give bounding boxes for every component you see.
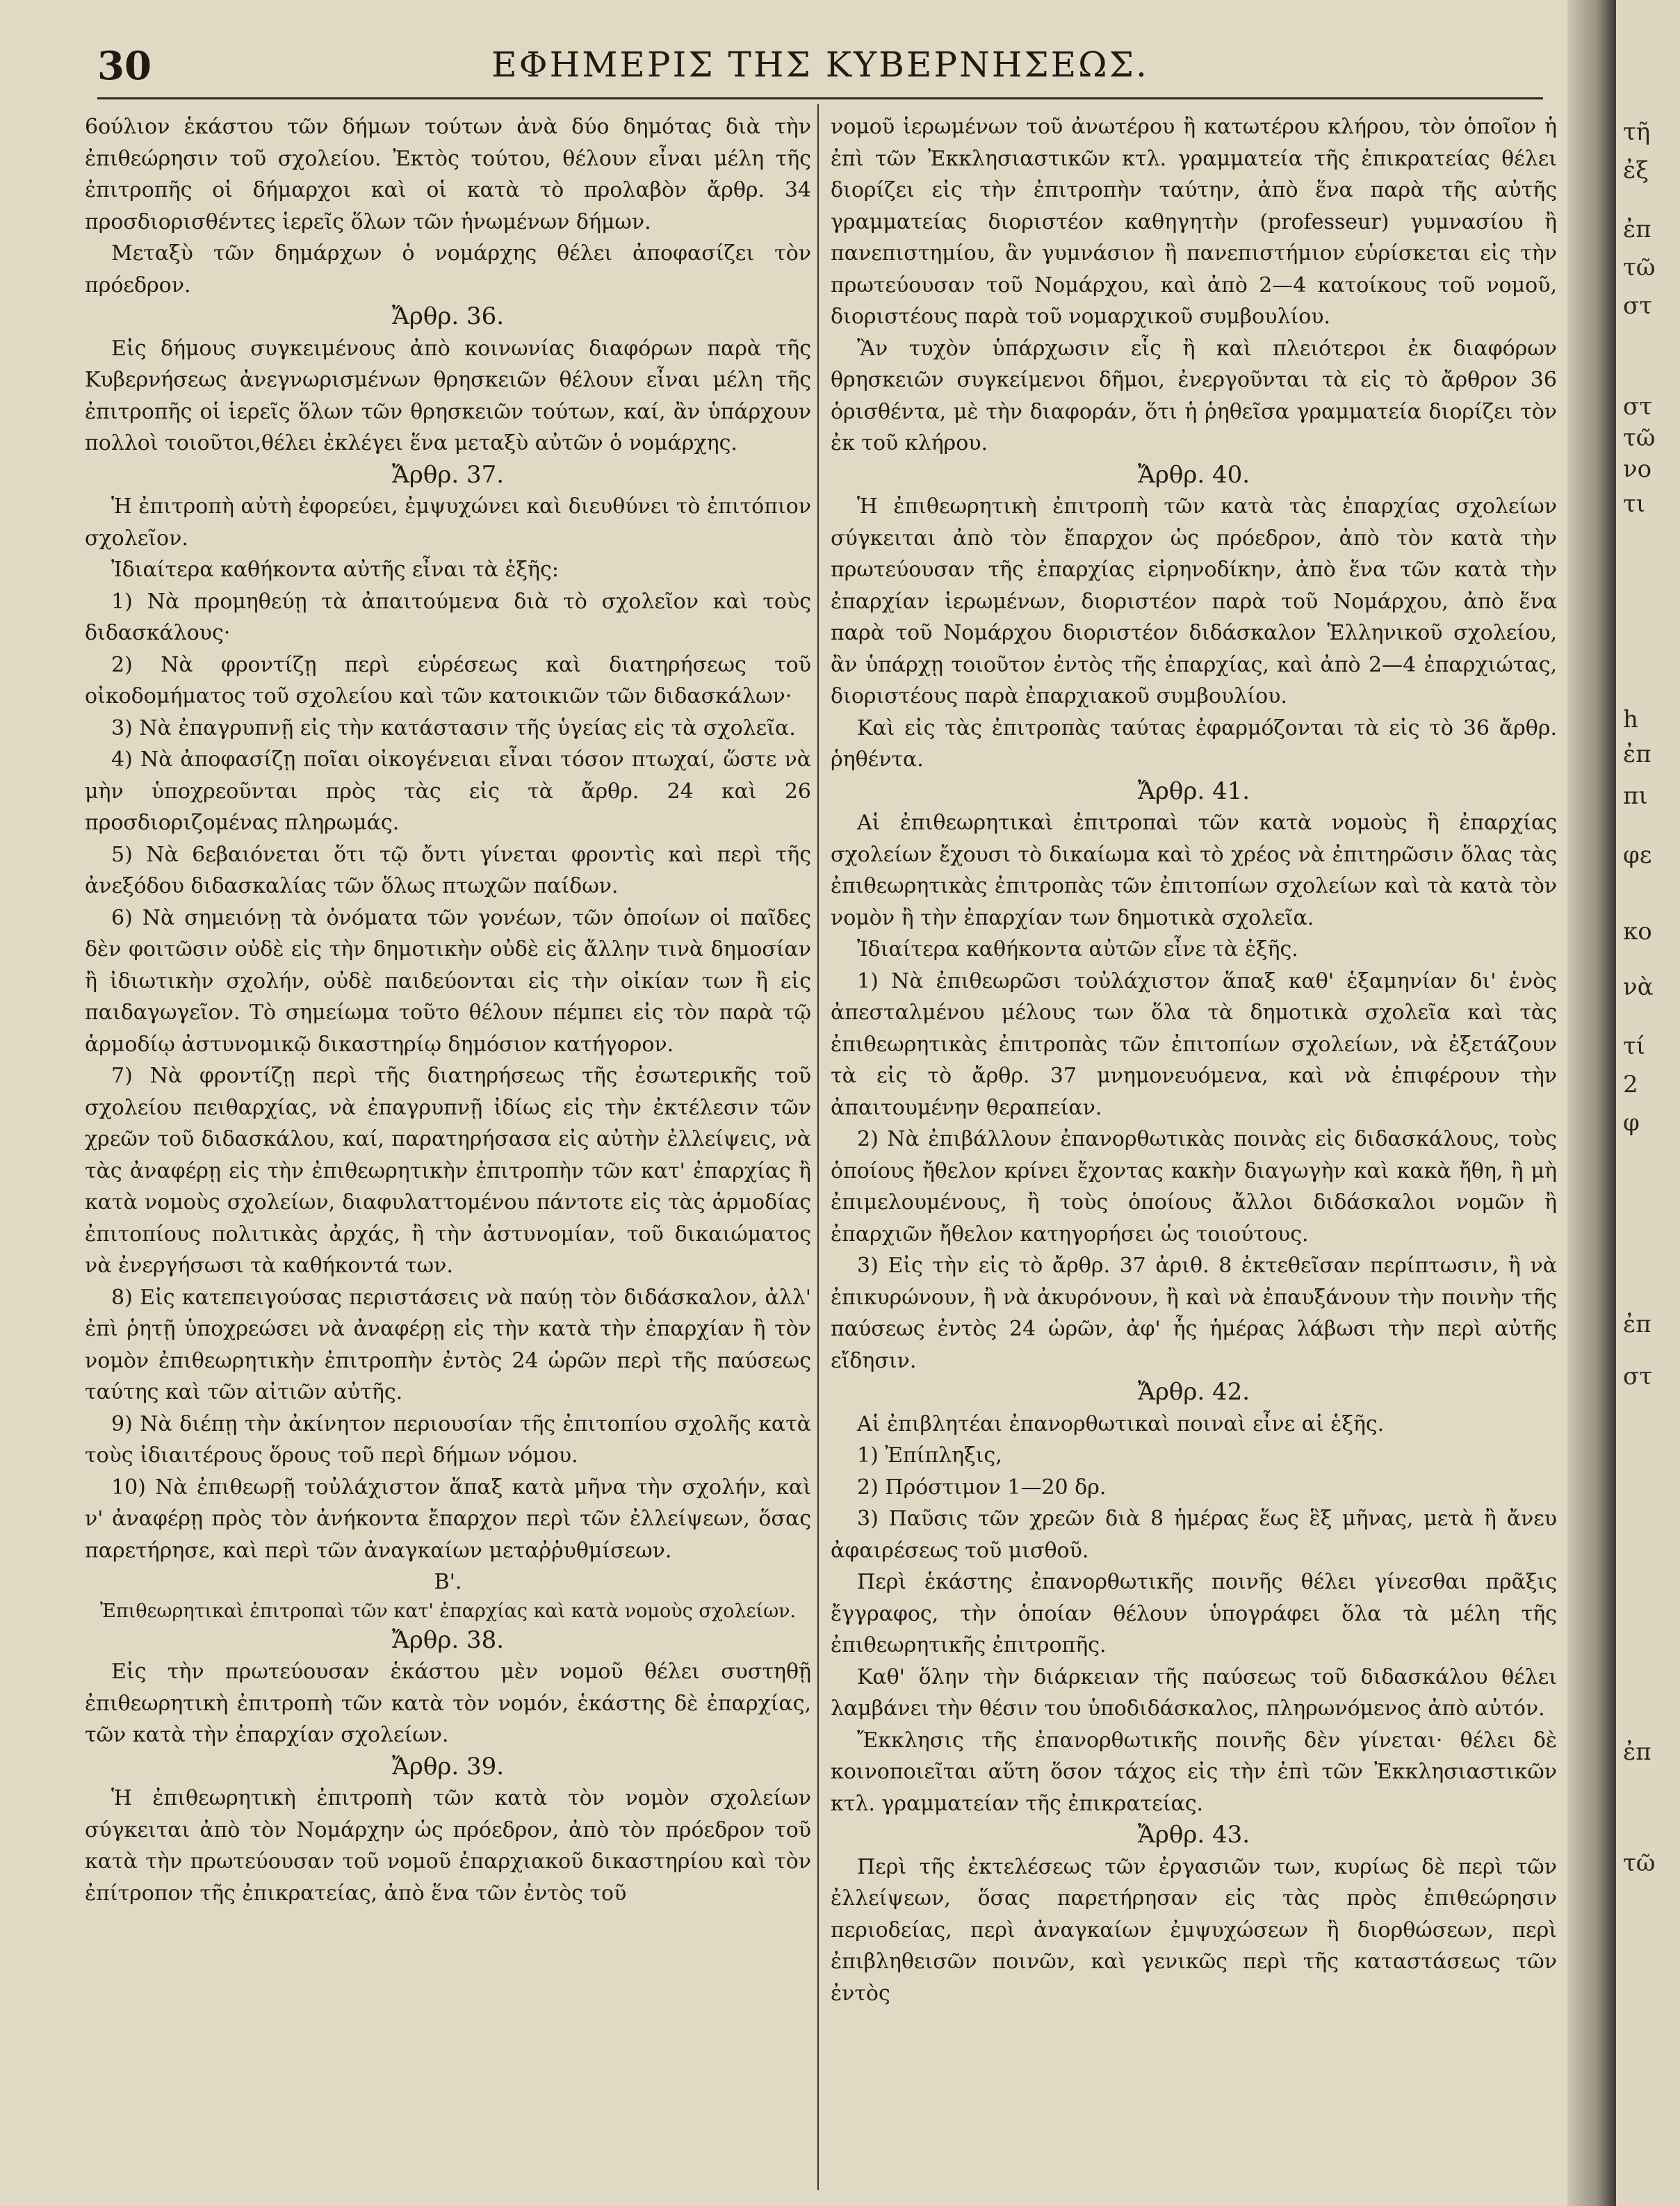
paragraph: 8) Εἰς κατεπειγούσας περιστάσεις νὰ παύῃ τὸν διδάσκαλον, ἀλλ' ἐπὶ ῥητῇ ὑποχρεώσει νὰ ἀναφέρῃ εἰς τὴν κατὰ τὴν ἐπαρχίαν ἢ τὸν νομὸν ἐπιθεωρητικὴν ἐπιτροπὴν ἐντὸς 24 ὡρῶν περὶ τῆς παύσεως ταύτης καὶ τῶν αἰτιῶν αὐτῆς. xyxy=(85,1285,811,1404)
next-page-text-fragment: τῶ xyxy=(1623,1849,1656,1877)
article-heading: Ἄρθρ. 43. xyxy=(1137,1821,1250,1849)
article-heading: Ἄρθρ. 40. xyxy=(1137,460,1250,489)
next-page-text-fragment: τῆ xyxy=(1623,118,1651,146)
paragraph: 3) Νὰ ἐπαγρυπνῇ εἰς τὴν κατάστασιν τῆς ὑγείας εἰς τὰ σχολεῖα. xyxy=(111,715,796,740)
section-subtitle: Ἐπιθεωρητικαὶ ἐπιτροπαὶ τῶν κατ' ἐπαρχίας καὶ κατὰ νομοὺς σχολείων. xyxy=(99,1600,797,1622)
paragraph: 2) Πρόστιμον 1—20 δρ. xyxy=(857,1475,1107,1500)
paragraph: 5) Νὰ 6εβαιόνεται ὅτι τῷ ὄντι γίνεται φροντὶς καὶ περὶ τῆς ἀνεξόδου διδασκαλίας τῶν ὅλως πτωχῶν παίδων. xyxy=(85,842,811,898)
next-page-text-fragment: νο xyxy=(1623,455,1652,483)
next-page-text-fragment: τῶ xyxy=(1623,254,1656,282)
paragraph: 1) Νὰ ἐπιθεωρῶσι τοὐλάχιστον ἅπαξ καθ' ἑξαμηνίαν δι' ἑνὸς ἀπεσταλμένου μέλους των ὅλα τὰ δημοτικὰ σχολεῖα καὶ τὰς ἐπιθεωρητικὰς ἐπιτροπὰς τῶν ἐπιτοπίων σχολείων, νὰ ἐξετάζουν τὰ εἰς τὸ ἄρθρ. 37 μνημονευόμενα, καὶ νὰ ἐπιφέρουν τὴν ἀπαιτουμένην θεραπείαν. xyxy=(831,968,1557,1120)
journal-title: ΕΦΗΜΕΡΙΣ ΤΗΣ ΚΥΒΕΡΝΗΣΕΩΣ. xyxy=(491,44,1149,85)
column-divider xyxy=(817,104,819,2190)
next-page-text-fragment: τι xyxy=(1623,490,1646,518)
paragraph: 4) Νὰ ἀποφασίζῃ ποῖαι οἰκογένειαι εἶναι τόσον πτωχαί, ὥστε νὰ μὴν ὑποχρεοῦνται πρὸς τὰς εἰς τὰ ἄρθρ. 24 καὶ 26 προσδιοριζομένας πληρωμάς. xyxy=(85,747,811,835)
next-page-text-fragment: πι xyxy=(1623,782,1648,810)
paragraph: Εἰς τὴν πρωτεύουσαν ἑκάστου μὲν νομοῦ θέλει συστηθῇ ἐπιθεωρητικὴ ἐπιτροπὴ τῶν κατὰ τὸν νομόν, ἑκάστης δὲ ἐπαρχίας, τῶν κατὰ τὴν ἐπαρχίαν σχολείων. xyxy=(85,1660,811,1747)
next-page-text-fragment: φ xyxy=(1623,1109,1640,1137)
next-page-text-fragment: τῶ xyxy=(1623,424,1656,452)
paragraph: 2) Νὰ φροντίζῃ περὶ εὑρέσεως καὶ διατηρήσεως τοῦ οἰκοδομήματος τοῦ σχολείου καὶ τῶν κατοικιῶν τῶν διδασκάλων· xyxy=(85,652,811,708)
paragraph: 3) Παῦσις τῶν χρεῶν διὰ 8 ἡμέρας ἕως ἓξ μῆνας, μετὰ ἢ ἄνευ ἀφαιρέσεως τοῦ μισθοῦ. xyxy=(831,1507,1557,1563)
next-page-text-fragment: ἐπ xyxy=(1623,216,1652,243)
paragraph: Ἰδιαίτερα καθήκοντα αὐτῆς εἶναι τὰ ἑξῆς: xyxy=(111,558,559,582)
article-heading: Ἄρθρ. 41. xyxy=(1137,777,1250,805)
section-heading: Β'. xyxy=(434,1570,462,1594)
page-number: 30 xyxy=(97,43,152,89)
header-rule xyxy=(97,97,1543,99)
next-page-text-fragment: στ xyxy=(1623,292,1653,320)
paragraph: Ἡ ἐπιθεωρητικὴ ἐπιτροπὴ τῶν κατὰ τὰς ἐπαρχίας σχολείων σύγκειται ἀπὸ τὸν ἔπαρχον ὡς πρόεδρον, ἀπὸ τὸν κατὰ τὴν πρωτεύουσαν τῆς ἐπαρχίας εἰρηνοδίκην, ἀπὸ ἕνα τῶν κατὰ τὴν ἐπαρχίαν ἱερωμένων, διοριστέον παρὰ τοῦ Νομάρχου, ἀπὸ ἕνα παρὰ τοῦ Νομάρχου διοριστέον διδάσκαλον Ἑλληνικοῦ σχολείου, ἂν ὑπάρχῃ τοιοῦτον ἐντὸς τῆς ἐπαρχίας, καὶ ἀπὸ 2—4 ἐπαρχιώτας, διοριστέους παρὰ ἐπαρχιακοῦ συμβουλίου. xyxy=(831,494,1557,708)
article-heading: Ἄρθρ. 36. xyxy=(391,302,505,330)
page-header xyxy=(97,43,1543,92)
paragraph: 1) Νὰ προμηθεύῃ τὰ ἀπαιτούμενα διὰ τὸ σχολεῖον καὶ τοὺς διδασκάλους· xyxy=(85,589,811,645)
paragraph: Μεταξὺ τῶν δημάρχων ὁ νομάρχης θέλει ἀποφασίζει τὸν πρόεδρον. xyxy=(85,241,811,298)
paragraph: Ἔκκλησις τῆς ἐπανορθωτικῆς ποινῆς δὲν γίνεται· θέλει δὲ κοινοποιεῖται αὕτη ὅσον τάχος εἰς τὴν ἐπὶ τῶν Ἐκκλησιαστικῶν κτλ. γραμματείαν τῆς ἐπικρατείας. xyxy=(831,1728,1557,1816)
next-page-text-fragment: στ xyxy=(1623,1363,1653,1390)
next-page-text-fragment: φε xyxy=(1623,841,1652,869)
next-page-text-fragment: ἐπ xyxy=(1623,740,1652,768)
paragraph: 7) Νὰ φροντίζῃ περὶ τῆς διατηρήσεως τῆς ἐσωτερικῆς τοῦ σχολείου πειθαρχίας, νὰ ἐπαγρυπνῇ ἰδίως εἰς τὴν ἐκτέλεσιν τῶν χρεῶν τοῦ διδασκάλου, καί, παρατηρήσασα εἰς αὐτὴν ἐλλείψεις, νὰ τὰς ἀναφέρῃ εἰς τὴν ἐπιθεωρητικὴν ἐπιτροπὴν τῶν κατ' ἐπαρχίας ἢ κατὰ νομοὺς σχολείων, διαφυλαττομένου πάντοτε εἰς τὰς ἁρμοδίας ἐπιτοπίους πολιτικὰς ἀρχάς, ἢ τὴν ἀστυνομίαν, τοῦ δικαιώματος νὰ ἐνεργήσωσι τὰ καθήκοντά των. xyxy=(85,1064,811,1278)
article-heading: Ἄρθρ. 39. xyxy=(391,1752,505,1781)
paragraph: Ἂν τυχὸν ὑπάρχωσιν εἷς ἢ καὶ πλειότεροι ἐκ διαφόρων θρησκειῶν συγκείμενοι δῆμοι, ἐνεργοῦνται τὰ εἰς τὸ ἄρθρον 36 ὁρισθέντα, μὲ τὴν διαφοράν, ὅτι ἡ ῥηθεῖσα γραμματεία διορίζει τὸν ἐκ τοῦ κλήρου. xyxy=(831,336,1557,455)
left-column xyxy=(85,111,811,1909)
next-page-text-fragment: στ xyxy=(1623,393,1653,421)
paragraph: Ἡ ἐπιτροπὴ αὐτὴ ἐφορεύει, ἐμψυχώνει καὶ διευθύνει τὸ ἐπιτόπιον σχολεῖον. xyxy=(85,494,811,551)
paragraph: 3) Εἰς τὴν εἰς τὸ ἄρθρ. 37 ἀριθ. 8 ἐκτεθεῖσαν περίπτωσιν, ἢ νὰ ἐπικυρώνουν, ἢ νὰ ἀκυρόνουν, ἢ καὶ νὰ ἐπαυξάνουν τὴν ποινὴν τῆς παύσεως ἐντὸς 24 ὡρῶν, ἀφ' ἧς ἡμέρας λάβωσι τὴν περὶ αὐτῆς εἴδησιν. xyxy=(831,1254,1557,1373)
next-page-text-fragment: ἐπ xyxy=(1623,1738,1652,1766)
paragraph: 6) Νὰ σημειόνῃ τὰ ὀνόματα τῶν γονέων, τῶν ὁποίων οἱ παῖδες δὲν φοιτῶσιν οὐδὲ εἰς τὴν δημοτικὴν οὐδὲ εἰς ἄλλην τινὰ δημοσίαν ἢ ἰδιωτικὴν σχολήν, οὐδὲ παιδεύονται εἰς τὴν οἰκίαν των ἢ εἰς παιδαγωγεῖον. Τὸ σημείωμα τοῦτο θέλουν πέμπει εἰς τὸν παρὰ τῷ ἁρμοδίῳ ἀστυνομικῷ δικαστηρίῳ δημόσιον κατήγορον. xyxy=(85,905,811,1057)
next-page-edge xyxy=(1616,0,1680,2206)
paragraph: Περὶ τῆς ἐκτελέσεως τῶν ἐργασιῶν των, κυρίως δὲ περὶ τῶν ἐλλείψεων, ὅσας παρετήρησαν εἰς τὰς πρὸς ἐπιθεώρησιν περιοδείας, περὶ ἀναγκαίων ἐμψυχώσεων ἢ διορθώσεων, περὶ ἐπιβληθεισῶν ποινῶν, καὶ γενικῶς περὶ τῆς καταστάσεως τῶν ἐντὸς xyxy=(831,1854,1557,2006)
next-page-text-fragment: ἐπ xyxy=(1623,1311,1652,1338)
book-gutter xyxy=(1567,0,1616,2206)
paragraph: 1) Ἐπίπληξις, xyxy=(857,1443,1002,1468)
next-page-text-fragment: κο xyxy=(1623,918,1652,946)
article-heading: Ἄρθρ. 42. xyxy=(1137,1378,1250,1406)
paragraph: 9) Νὰ διέπῃ τὴν ἀκίνητον περιουσίαν τῆς ἐπιτοπίου σχολῆς κατὰ τοὺς ἰδιαιτέρους ὅρους τοῦ περὶ δήμων νόμου. xyxy=(85,1411,811,1468)
paragraph: Αἱ ἐπιβλητέαι ἐπανορθωτικαὶ ποιναὶ εἶνε αἱ ἑξῆς. xyxy=(857,1411,1385,1436)
paragraph: Καθ' ὅλην τὴν διάρκειαν τῆς παύσεως τοῦ διδασκάλου θέλει λαμβάνει τὴν θέσιν του ὑποδιδάσκαλος, πληρωνόμενος ἀπὸ αὐτόν. xyxy=(831,1664,1557,1721)
next-page-text-fragment: νὰ xyxy=(1623,973,1654,1001)
next-page-text-fragment: h xyxy=(1623,706,1638,733)
paragraph: 10) Νὰ ἐπιθεωρῇ τοὐλάχιστον ἅπαξ κατὰ μῆνα τὴν σχολήν, καὶ ν' ἀναφέρῃ πρὸς τὸν ἀνήκοντα ἔπαρχον περὶ τῶν ἐλλείψεων, ὅσας παρετήρησε, καὶ περὶ τῶν ἀναγκαίων μεταῤῥυθμίσεων. xyxy=(85,1475,811,1563)
article-heading: Ἄρθρ. 38. xyxy=(391,1625,505,1654)
paragraph: Εἰς δήμους συγκειμένους ἀπὸ κοινωνίας διαφόρων παρὰ τῆς Κυβερνήσεως ἀνεγνωρισμένων θρησκειῶν θέλουν εἶναι μέλη τῆς ἐπιτροπῆς οἱ ἱερεῖς ὅλων τῶν θρησκειῶν τούτων, καί, ἂν ὑπάρχουν πολλοὶ τοιοῦτοι,θέλει ἐκλέγει ἕνα μεταξὺ αὐτῶν ὁ νομάρχης. xyxy=(85,336,811,455)
paragraph: 6ούλιον ἑκάστου τῶν δήμων τούτων ἀνὰ δύο δημότας διὰ τὴν ἐπιθεώρησιν τοῦ σχολείου. Ἐκτὸς τούτου, θέλουν εἶναι μέλη τῆς ἐπιτροπῆς οἱ δήμαρχοι καὶ οἱ κατὰ τὸ προλαβὸν ἄρθρ. 34 προσδιορισθέντες ἱερεῖς ὅλων τῶν ἡνωμένων δήμων. xyxy=(85,115,811,234)
next-page-text-fragment: 2 xyxy=(1623,1071,1638,1098)
paragraph: Αἱ ἐπιθεωρητικαὶ ἐπιτροπαὶ τῶν κατὰ νομοὺς ἢ ἐπαρχίας σχολείων ἔχουσι τὸ δικαίωμα καὶ τὸ χρέος νὰ ἐπιτηρῶσιν ὅλας τὰς ἐπιθεωρητικὰς ἐπιτροπὰς τῶν ἐπιτοπίων σχολείων καὶ τὰ κατὰ τὸν νομὸν ἢ τὴν ἐπαρχίαν των δημοτικὰ σχολεῖα. xyxy=(831,811,1557,930)
paragraph: Περὶ ἑκάστης ἐπανορθωτικῆς ποινῆς θέλει γίνεσθαι πρᾶξις ἔγγραφος, τὴν ὁποίαν θέλουν ὑπογράφει ὅλα τὰ μέλη τῆς ἐπιθεωρητικῆς ἐπιτροπῆς. xyxy=(831,1570,1557,1657)
paragraph: νομοῦ ἱερωμένων τοῦ ἀνωτέρου ἢ κατωτέρου κλήρου, τὸν ὁποῖον ἡ ἐπὶ τῶν Ἐκκλησιαστικῶν κτλ. γραμματεία τῆς ἐπικρατείας θέλει διορίζει εἰς τὴν ἐπιτροπὴν ταύτην, ἀπὸ ἕνα παρὰ τῆς αὐτῆς γραμματείας διοριστέον καθηγητὴν (professeur) γυμνασίου ἢ πανεπιστημίου, ἂν γυμνάσιον ἢ πανεπιστήμιον εὑρίσκεται εἰς τὴν πρωτεύουσαν τοῦ Νομάρχου, καὶ ἀπὸ 2—4 κατοίκους τοῦ νομοῦ, διοριστέους παρὰ τοῦ νομαρχικοῦ συμβουλίου. xyxy=(831,115,1557,329)
article-heading: Ἄρθρ. 37. xyxy=(391,460,505,489)
right-column xyxy=(831,111,1557,2009)
next-page-text-fragment: ἐξ xyxy=(1623,156,1649,184)
paragraph: 2) Νὰ ἐπιβάλλουν ἐπανορθωτικὰς ποινὰς εἰς διδασκάλους, τοὺς ὁποίους ἤθελον κρίνει ἔχοντας κακὴν διαγωγὴν καὶ κακὰ ἤθη, ἢ μὴ ἐπιμελουμένους, ἢ τοὺς ὁποίους ἄλλοι διδάσκαλοι νομῶν ἢ ἐπαρχιῶν ἤθελον κατηγορήσει ὡς τοιούτους. xyxy=(831,1127,1557,1247)
paragraph: Ἡ ἐπιθεωρητικὴ ἐπιτροπὴ τῶν κατὰ τὸν νομὸν σχολείων σύγκειται ἀπὸ τὸν Νομάρχην ὡς πρόεδρον, ἀπὸ τὸν πρόεδρον τοῦ κατὰ τὴν πρωτεύουσαν τοῦ νομοῦ ἐπαρχιακοῦ δικαστηρίου καὶ τὸν ἐπίτροπον τῆς ἐπικρατείας, ἀπὸ ἕνα τῶν ἐντὸς τοῦ xyxy=(85,1786,811,1906)
next-page-text-fragment: τί xyxy=(1623,1032,1646,1060)
paragraph: Καὶ εἰς τὰς ἐπιτροπὰς ταύτας ἐφαρμόζονται τὰ εἰς τὸ 36 ἄρθρ. ῥηθέντα. xyxy=(831,715,1557,772)
paragraph: Ἰδιαίτερα καθήκοντα αὐτῶν εἶνε τὰ ἑξῆς. xyxy=(857,937,1298,962)
